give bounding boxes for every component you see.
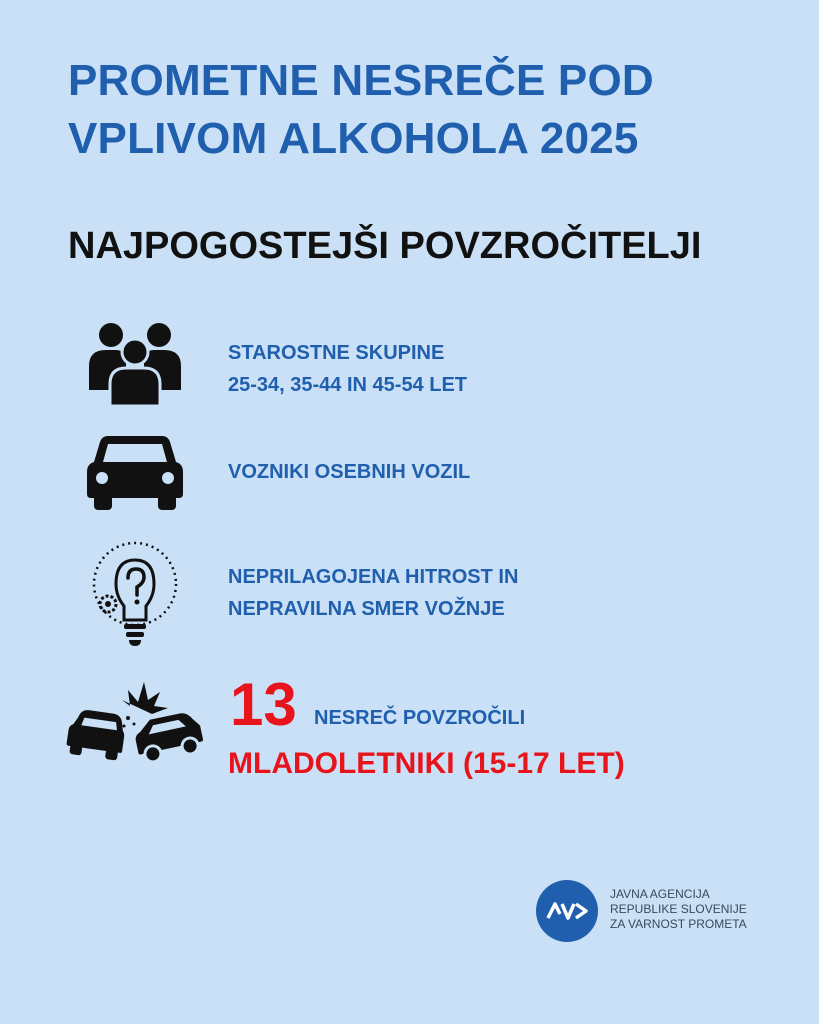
agency-line-3: ZA VARNOST PROMETA: [610, 917, 747, 931]
people-icon: [86, 320, 184, 406]
vehicle-label: VOZNIKI OSEBNIH VOZIL: [228, 461, 471, 483]
minors-highlight: MLADOLETNIKI (15-17 LET): [228, 747, 625, 780]
cause-text: [228, 561, 518, 625]
minors-accident-count: 13: [230, 671, 297, 738]
car-icon: [86, 432, 184, 512]
cause-line-1: NEPRILAGOJENA HITROST IN: [228, 566, 519, 588]
age-groups-label: STAROSTNE SKUPINE: [228, 342, 445, 364]
section-subtitle: NAJPOGOSTEJŠI POVZROČITELJI: [68, 225, 702, 267]
agency-line-1: JAVNA AGENCIJA: [610, 887, 710, 901]
age-groups-values: 25-34, 35-44 IN 45-54 LET: [228, 374, 468, 396]
agency-line-2: REPUBLIKE SLOVENIJE: [610, 902, 747, 916]
agency-name: [610, 887, 747, 932]
page-title: [68, 52, 654, 168]
title-line-2: VPLIVOM ALKOHOLA 2025: [68, 114, 639, 163]
avp-logo-icon: [536, 880, 598, 942]
minors-caption: NESREČ POVZROČILI: [314, 707, 526, 729]
cause-line-2: NEPRAVILNA SMER VOŽNJE: [228, 598, 505, 620]
vehicle-text: [228, 456, 470, 488]
age-groups-text: [228, 337, 467, 401]
lightbulb-question-icon: [86, 540, 184, 650]
title-line-1: PROMETNE NESREČE POD: [68, 56, 654, 105]
car-crash-icon: [66, 676, 206, 768]
